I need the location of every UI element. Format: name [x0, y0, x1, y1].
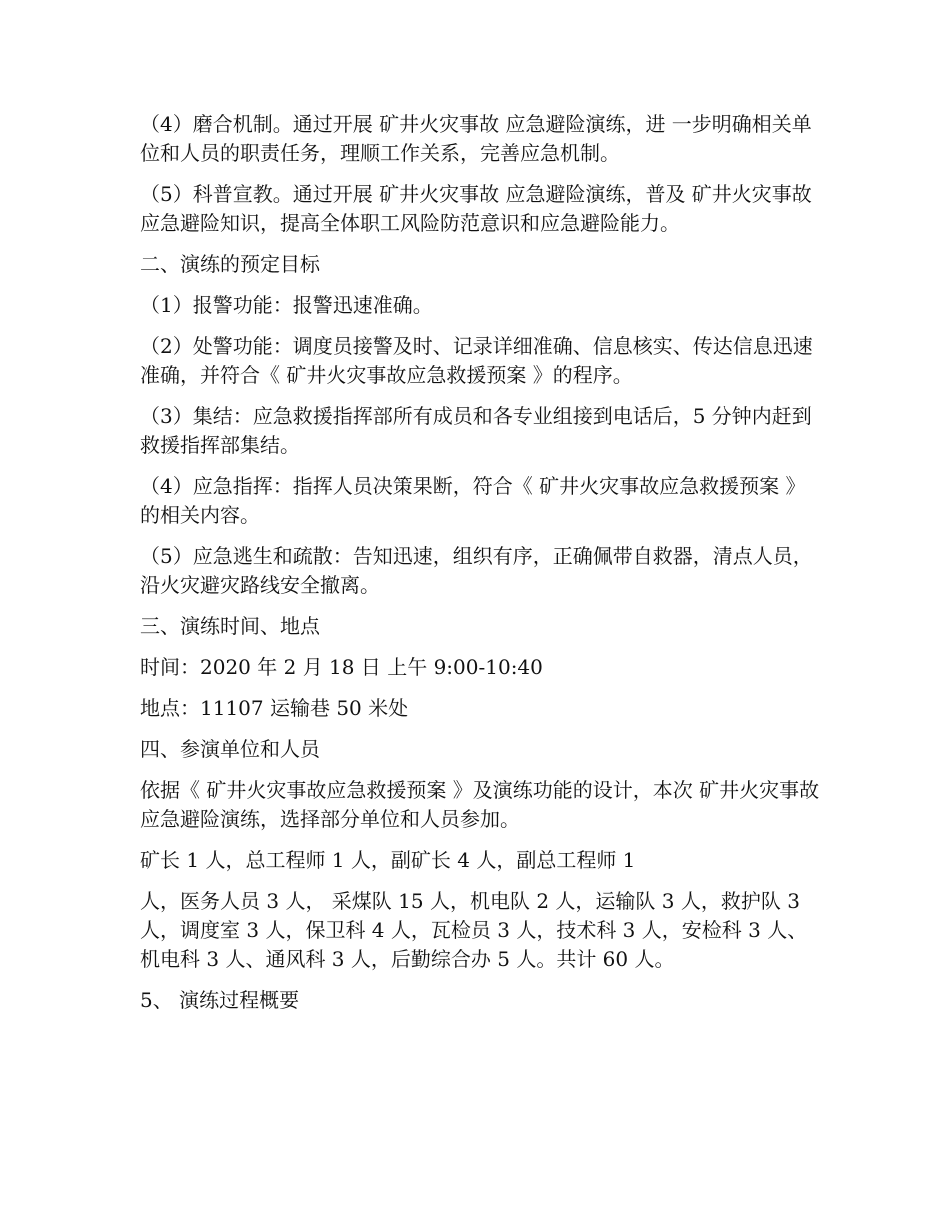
paragraph-objective-3: （3）集结：应急救援指挥部所有成员和各专业组接到电话后，5 分钟内赶到救援指挥部集结。 [140, 404, 812, 457]
paragraph-objective-1: （1）报警功能：报警迅速准确。 [140, 293, 433, 317]
paragraph-drill-purpose-5: （5）科普宣教。通过开展 矿井火灾事故 应急避险演练，普及 矿井火灾事故 应急避险知识，提高全体职工风险防范意识和应急避险能力。 [140, 182, 812, 235]
paragraph-objective-2: （2）处警功能：调度员接警及时、记录详细准确、信息核实、传达信息迅速准确，并符合《 矿井火灾事故应急救援预案 》的程序。 [140, 334, 813, 387]
document-page [140, 110, 820, 1015]
paragraph-drill-purpose-4: （4）磨合机制。通过开展 矿井火灾事故 应急避险演练，进 一步明确相关单位和人员的职责任务，理顺工作关系，完善应急机制。 [140, 112, 812, 165]
paragraph-participants-basis: 依据《 矿井火灾事故应急救援预案 》及演练功能的设计，本次 矿井火灾事故 应急避险演练，选择部分单位和人员参加。 [140, 778, 820, 831]
section-heading-time-place: 三、演练时间、地点 [140, 614, 320, 638]
paragraph-time: 时间：2020 年 2 月 18 日 上午 9:00-10:40 [140, 655, 543, 679]
section-heading-objectives: 二、演练的预定目标 [140, 252, 320, 276]
section-heading-process: 5、 演练过程概要 [140, 988, 300, 1012]
paragraph-objective-4: （4）应急指挥：指挥人员决策果断，符合《 矿井火灾事故应急救援预案 》的相关内容。 [140, 474, 806, 527]
paragraph-participants-list-start: 矿长 1 人，总工程师 1 人，副矿长 4 人，副总工程师 1 [140, 848, 636, 872]
paragraph-participants-list: 人，医务人员 3 人， 采煤队 15 人，机电队 2 人，运输队 3 人，救护队 3 人，调度室 3 人，保卫科 4 人，瓦检员 3 人，技术科 3 人，安检科 3 人、机电科 3 人、通风科 3 人，后勤综合办 5 人。共计 60 人。 [140, 889, 808, 971]
paragraph-place: 地点：11107 运输巷 50 米处 [140, 696, 409, 720]
paragraph-objective-5: （5）应急逃生和疏散：告知迅速，组织有序，正确佩带自救器，清点人员，沿火灾避灾路线安全撤离。 [140, 544, 813, 597]
section-heading-participants: 四、参演单位和人员 [140, 737, 320, 761]
